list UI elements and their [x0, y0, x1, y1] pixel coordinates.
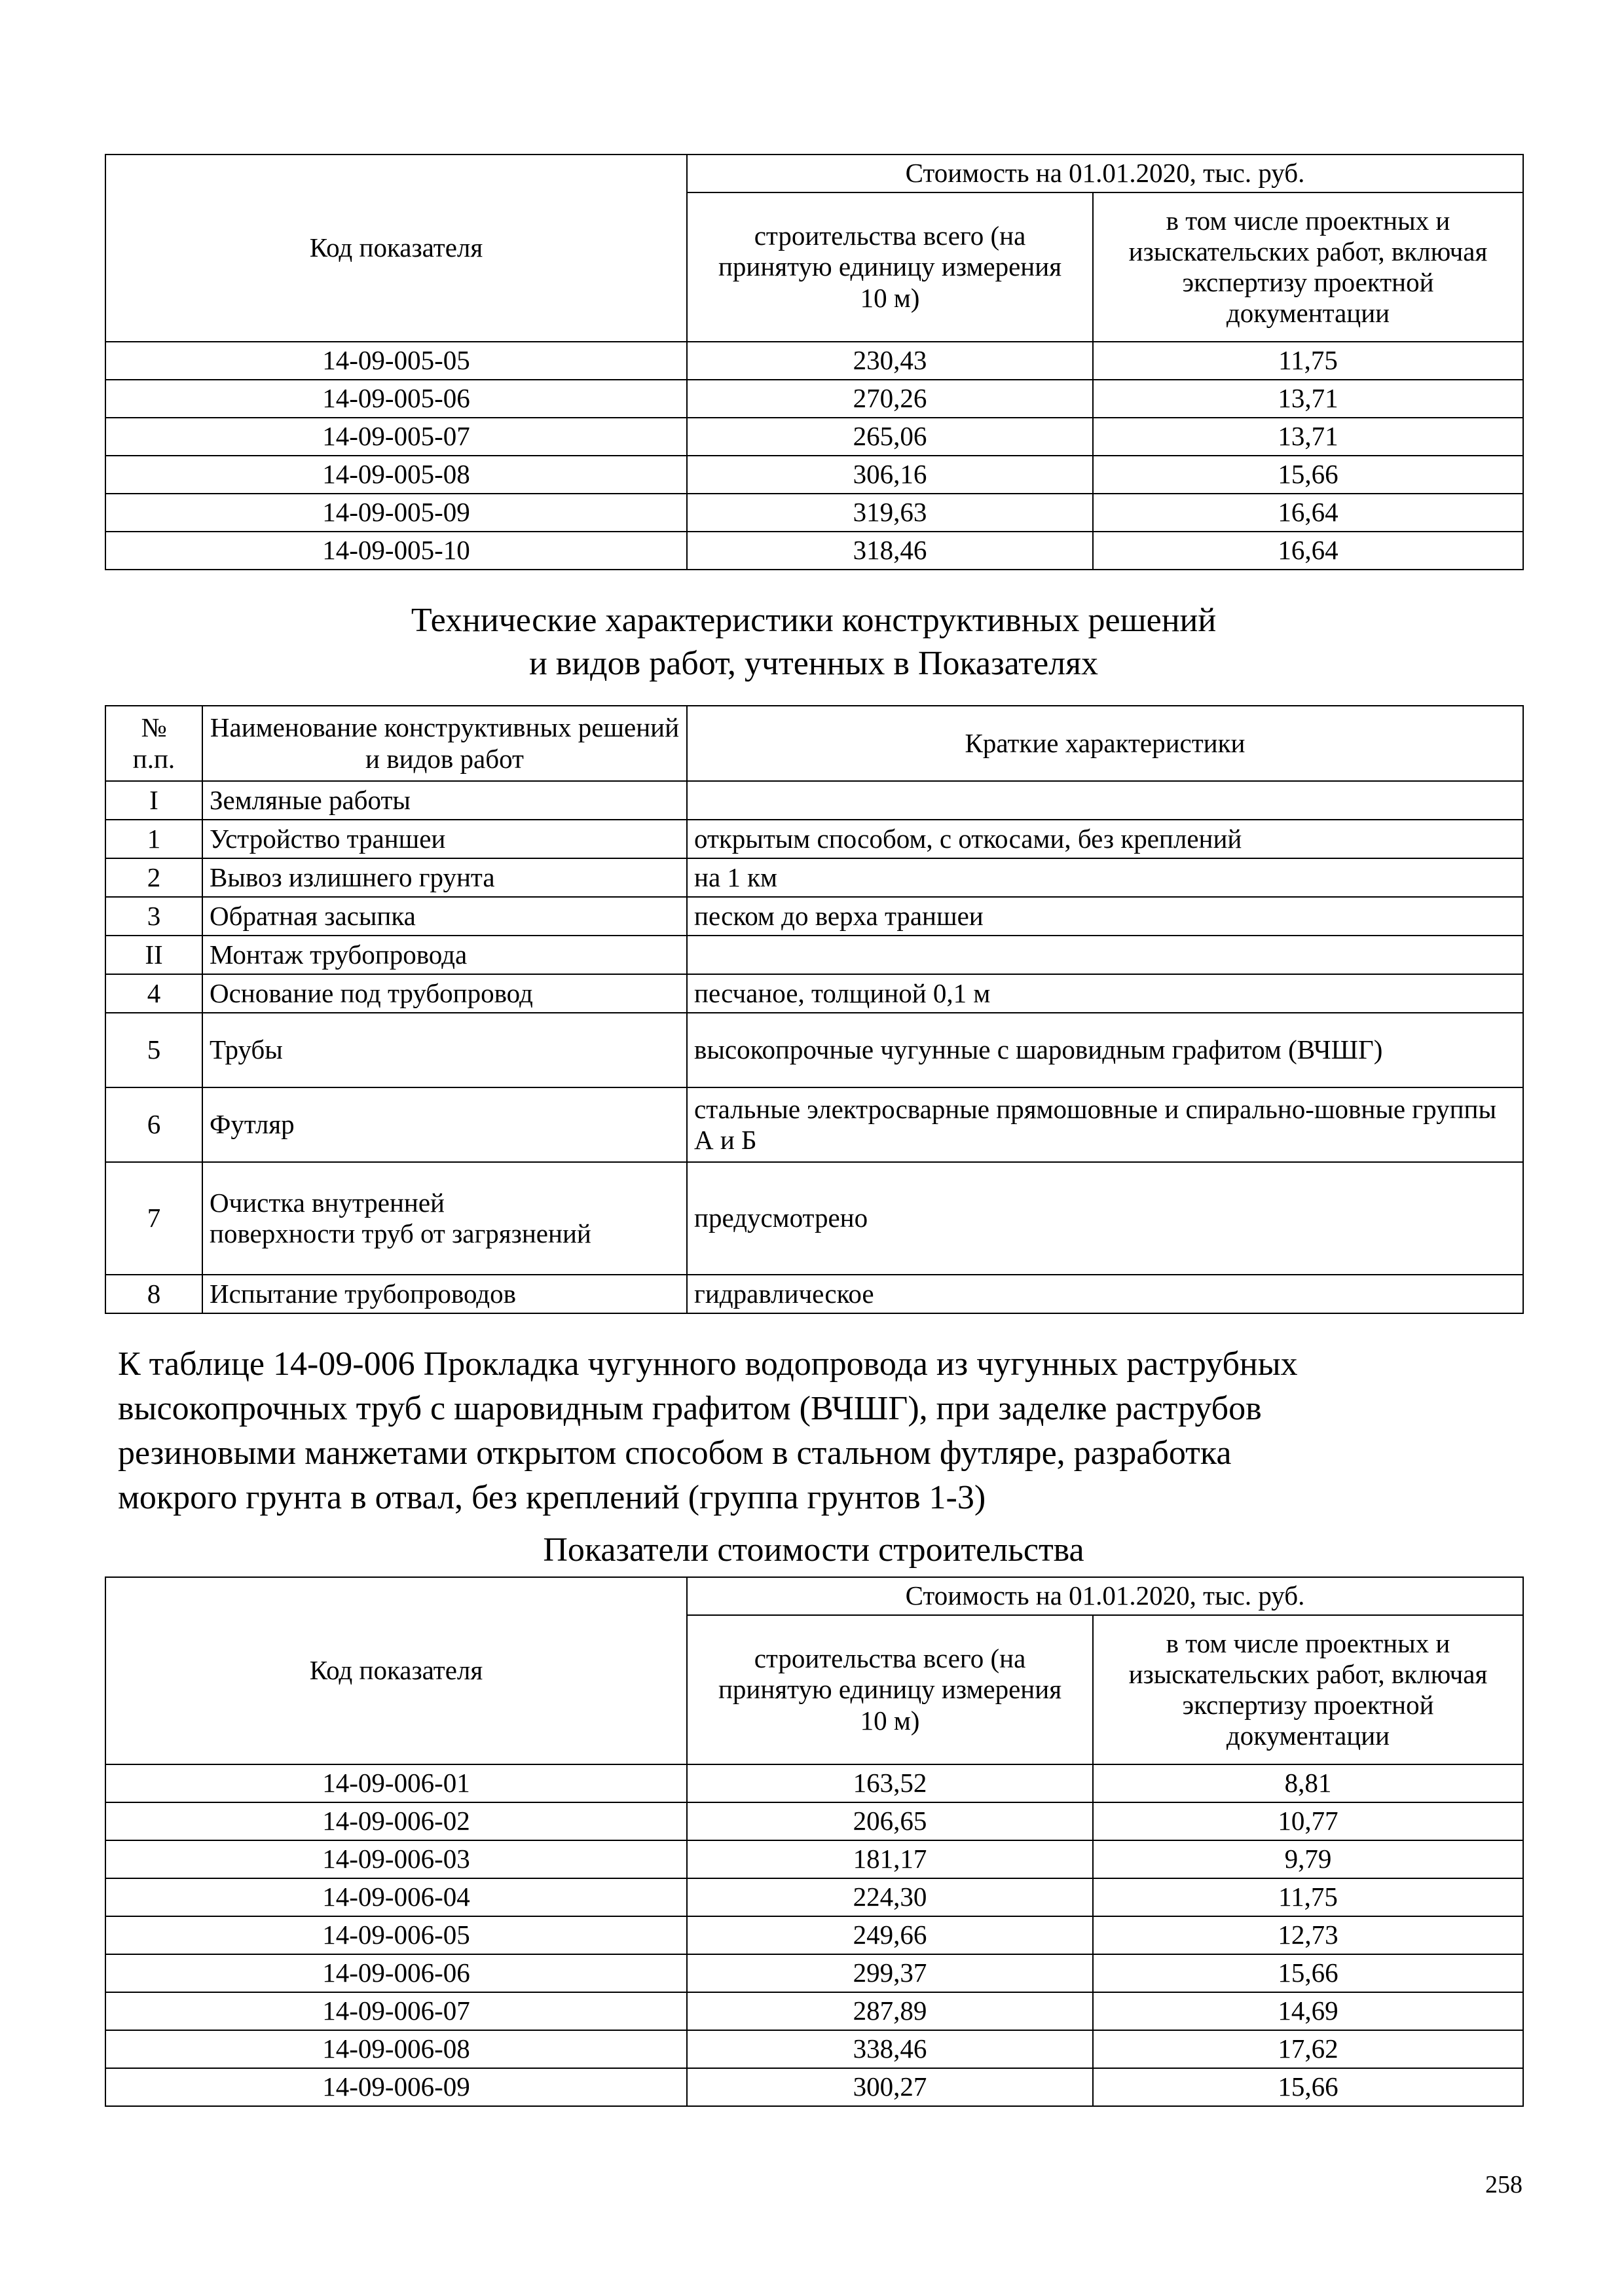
cell-total: 300,27 — [687, 2068, 1093, 2106]
table-row — [105, 418, 1523, 456]
header-cost-group: Стоимость на 01.01.2020, тыс. руб. — [687, 155, 1523, 192]
header-total: строительства всего (на принятую единицу измерения 10 м) — [687, 1615, 1093, 1764]
cell-desc: песчаное, толщиной 0,1 м — [687, 974, 1523, 1013]
cost-title: Показатели стоимости строительства — [543, 1531, 1084, 1569]
table-row — [105, 1802, 1523, 1840]
cell-total: 270,26 — [687, 380, 1093, 418]
cell-num: 6 — [105, 1087, 202, 1162]
cell-desc: гидравлическое — [687, 1275, 1523, 1313]
cell-total: 265,06 — [687, 418, 1093, 456]
cell-name: Устройство траншеи — [202, 820, 687, 858]
section-heading-line-1: К таблице 14-09-006 Прокладка чугунного водопровода из чугунных раструбных — [118, 1345, 1298, 1383]
cell-name: Футляр — [202, 1087, 687, 1162]
cell-desc: на 1 км — [687, 858, 1523, 897]
header-design: в том числе проектных и изыскательских работ, включая экспертизу проектной документации — [1093, 192, 1523, 342]
table-row — [105, 897, 1523, 936]
cell-total: 163,52 — [687, 1764, 1093, 1802]
table-row — [105, 820, 1523, 858]
cell-num: 7 — [105, 1162, 202, 1275]
cell-design: 15,66 — [1093, 2068, 1523, 2106]
cell-total: 249,66 — [687, 1916, 1093, 1954]
table-row — [105, 1916, 1523, 1954]
header-total: строительства всего (на принятую единицу измерения 10 м) — [687, 192, 1093, 342]
table-row — [105, 781, 1523, 820]
cell-design: 13,71 — [1093, 380, 1523, 418]
table-row — [105, 858, 1523, 897]
cell-code: 14-09-005-09 — [105, 494, 687, 532]
cell-code: 14-09-006-02 — [105, 1802, 687, 1840]
table-row — [105, 1992, 1523, 2030]
cell-code: 14-09-006-03 — [105, 1840, 687, 1878]
header-design: в том числе проектных и изыскательских работ, включая экспертизу проектной документации — [1093, 1615, 1523, 1764]
cell-name: Обратная засыпка — [202, 897, 687, 936]
cell-code: 14-09-005-05 — [105, 342, 687, 380]
section-heading-line-2: высокопрочных труб с шаровидным графитом (ВЧШГ), при заделке раструбов — [118, 1390, 1262, 1427]
tech-title-line-1: Технические характеристики конструктивных решений — [411, 602, 1217, 639]
cell-total: 230,43 — [687, 342, 1093, 380]
cell-design: 10,77 — [1093, 1802, 1523, 1840]
cell-total: 306,16 — [687, 456, 1093, 494]
cell-total: 224,30 — [687, 1878, 1093, 1916]
cell-code: 14-09-005-08 — [105, 456, 687, 494]
cell-code: 14-09-006-05 — [105, 1916, 687, 1954]
cell-code: 14-09-005-10 — [105, 532, 687, 570]
cell-total: 319,63 — [687, 494, 1093, 532]
table-row — [105, 1764, 1523, 1802]
cell-code: 14-09-006-04 — [105, 1878, 687, 1916]
cell-design: 11,75 — [1093, 1878, 1523, 1916]
header-name: Наименование конструктивных решений и видов работ — [202, 706, 687, 781]
table-row — [105, 1013, 1523, 1087]
cell-code: 14-09-005-07 — [105, 418, 687, 456]
table-row — [105, 532, 1523, 570]
cell-design: 13,71 — [1093, 418, 1523, 456]
cell-name: Очистка внутренней поверхности труб от загрязнений — [202, 1162, 687, 1275]
table-row — [105, 342, 1523, 380]
header-desc: Краткие характеристики — [687, 706, 1523, 781]
cell-total: 318,46 — [687, 532, 1093, 570]
table-row — [105, 2068, 1523, 2106]
table-row — [105, 936, 1523, 974]
cell-design: 12,73 — [1093, 1916, 1523, 1954]
section-heading-line-3: резиновыми манжетами открытом способом в стальном футляре, разработка — [118, 1434, 1232, 1472]
table-row — [105, 1878, 1523, 1916]
cell-num: 4 — [105, 974, 202, 1013]
tech-title — [105, 599, 1522, 685]
cell-code: 14-09-006-06 — [105, 1954, 687, 1992]
cell-num: I — [105, 781, 202, 820]
cell-total: 287,89 — [687, 1992, 1093, 2030]
table-row — [105, 1162, 1523, 1275]
tech-title-line-2: и видов работ, учтенных в Показателях — [528, 645, 1099, 682]
cost-table-14-09-006 — [105, 1576, 1524, 2107]
cell-name: Земляные работы — [202, 781, 687, 820]
cell-design: 17,62 — [1093, 2030, 1523, 2068]
cell-name: Основание под трубопровод — [202, 974, 687, 1013]
cell-name: Трубы — [202, 1013, 687, 1087]
table-row — [105, 1954, 1523, 1992]
table-row — [105, 1840, 1523, 1878]
table-row — [105, 380, 1523, 418]
section-heading — [118, 1342, 1526, 1520]
cost-table-14-09-005 — [105, 154, 1524, 570]
cell-num: II — [105, 936, 202, 974]
header-code: Код показателя — [105, 1577, 687, 1764]
header-code: Код показателя — [105, 155, 687, 342]
cell-total: 299,37 — [687, 1954, 1093, 1992]
cell-desc: предусмотрено — [687, 1162, 1523, 1275]
table-row — [105, 974, 1523, 1013]
cell-desc: стальные электросварные прямошовные и спирально-шовные группы А и Б — [687, 1087, 1523, 1162]
header-num: № п.п. — [105, 706, 202, 781]
cell-code: 14-09-006-07 — [105, 1992, 687, 2030]
cell-name: Вывоз излишнего грунта — [202, 858, 687, 897]
cell-design: 15,66 — [1093, 456, 1523, 494]
cell-num: 5 — [105, 1013, 202, 1087]
cell-design: 16,64 — [1093, 494, 1523, 532]
tech-characteristics-table — [105, 705, 1524, 1314]
cell-total: 206,65 — [687, 1802, 1093, 1840]
cell-total: 181,17 — [687, 1840, 1093, 1878]
section-heading-line-4: мокрого грунта в отвал, без креплений (группа грунтов 1-3) — [118, 1479, 986, 1516]
cell-design: 14,69 — [1093, 1992, 1523, 2030]
table-row — [105, 1275, 1523, 1313]
cell-desc: песком до верха траншеи — [687, 897, 1523, 936]
cell-desc — [687, 781, 1523, 820]
cell-design: 8,81 — [1093, 1764, 1523, 1802]
cell-code: 14-09-006-08 — [105, 2030, 687, 2068]
cell-design: 16,64 — [1093, 532, 1523, 570]
cell-name: Испытание трубопроводов — [202, 1275, 687, 1313]
table-row — [105, 2030, 1523, 2068]
cell-num: 2 — [105, 858, 202, 897]
cell-design: 15,66 — [1093, 1954, 1523, 1992]
table-row — [105, 456, 1523, 494]
cell-total: 338,46 — [687, 2030, 1093, 2068]
cell-name: Монтаж трубопровода — [202, 936, 687, 974]
cell-desc: высокопрочные чугунные с шаровидным графитом (ВЧШГ) — [687, 1013, 1523, 1087]
cell-design: 11,75 — [1093, 342, 1523, 380]
header-cost-group: Стоимость на 01.01.2020, тыс. руб. — [687, 1577, 1523, 1615]
cell-code: 14-09-006-09 — [105, 2068, 687, 2106]
table-row — [105, 494, 1523, 532]
page-number: 258 — [1485, 2171, 1522, 2198]
cell-desc: открытым способом, с откосами, без креплений — [687, 820, 1523, 858]
table-row — [105, 1087, 1523, 1162]
cell-num: 8 — [105, 1275, 202, 1313]
cell-num: 1 — [105, 820, 202, 858]
cell-design: 9,79 — [1093, 1840, 1523, 1878]
cell-desc — [687, 936, 1523, 974]
cell-code: 14-09-006-01 — [105, 1764, 687, 1802]
cell-code: 14-09-005-06 — [105, 380, 687, 418]
cell-num: 3 — [105, 897, 202, 936]
